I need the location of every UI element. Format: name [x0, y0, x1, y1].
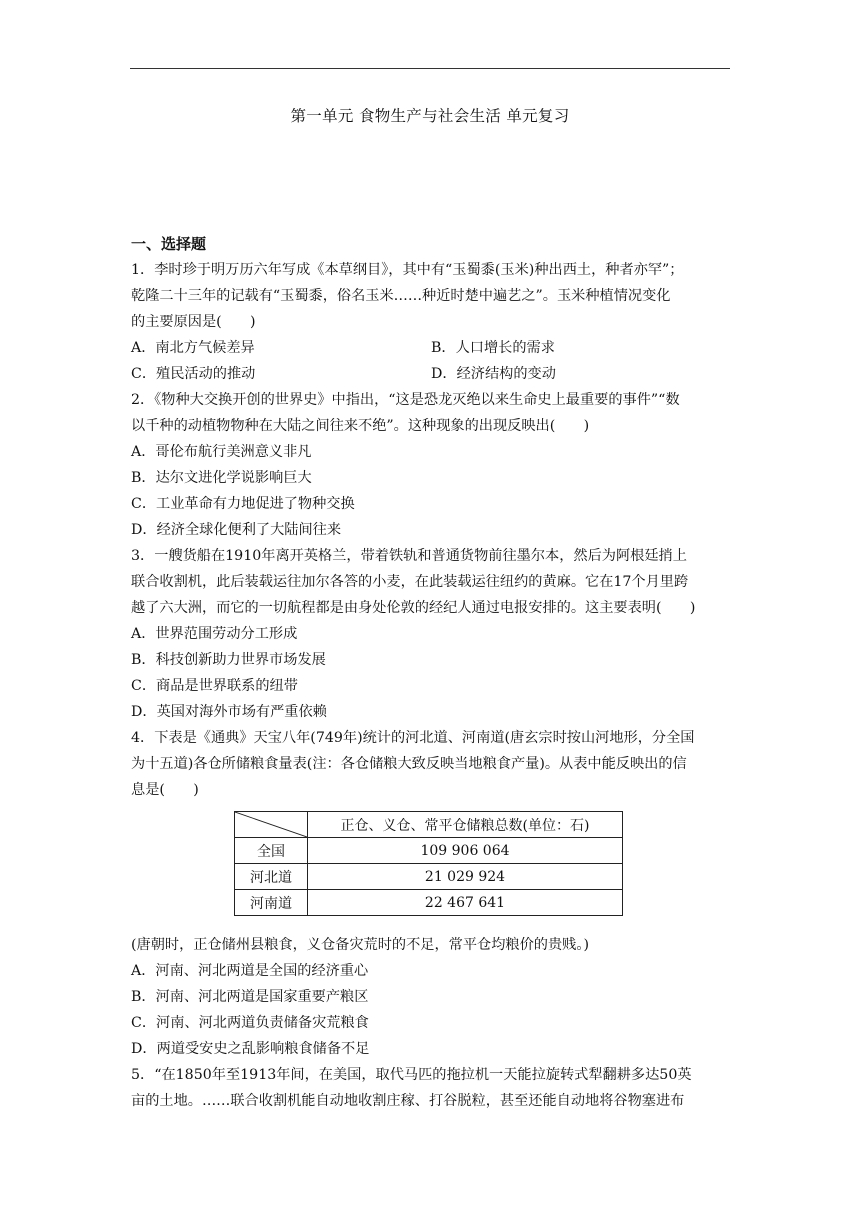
- question-line: 3．一艘货船在1910年离开英格兰，带着铁轨和普通货物前往墨尔本，然后为阿根廷捎上: [131, 548, 687, 564]
- question-line: 5．“在1850年至1913年间，在美国，取代马匹的拖拉机一天能拉旋转式犁翻耕多达50英: [131, 1067, 692, 1083]
- page-title: 第一单元 食物生产与社会生活 单元复习: [290, 107, 570, 125]
- question-line: 的主要原因是( ): [131, 314, 256, 330]
- option-a: A．河南、河北两道是全国的经济重心: [131, 963, 369, 979]
- question-line: 越了六大洲，而它的一切航程都是由身处伦敦的经纪人通过电报安排的。这主要表明( ): [131, 600, 696, 616]
- option-d: D．两道受安史之乱影响粮食储备不足: [131, 1041, 370, 1057]
- option-b: B．科技创新助力世界市场发展: [131, 652, 326, 668]
- question-line: 为十五道)各仓所储粮食量表(注：各仓储粮大致反映当地粮食产量)。从表中能反映出的信: [131, 756, 687, 772]
- question-4: [131, 725, 731, 1062]
- option-b: B．达尔文进化学说影响巨大: [131, 470, 312, 486]
- region-cell: 全国: [235, 838, 308, 864]
- table-column-header: 正仓、义仓、常平仓储粮总数(单位：石): [308, 812, 623, 838]
- value-cell: 21 029 924: [308, 864, 623, 890]
- table-header-row: [235, 812, 623, 838]
- header-rule: [130, 68, 730, 69]
- option-b: B．河南、河北两道是国家重要产粮区: [131, 989, 369, 1005]
- option-d: D．经济全球化便利了大陆间往来: [131, 522, 342, 538]
- section-heading: 一、选择题: [131, 235, 207, 253]
- option-a: A．世界范围劳动分工形成: [131, 626, 298, 642]
- question-5: [131, 1062, 731, 1114]
- document-body: [131, 231, 731, 1114]
- option-c: C．河南、河北两道负责储备灾荒粮食: [131, 1015, 369, 1031]
- option-b: B．人口增长的需求: [431, 340, 555, 356]
- option-c: C．商品是世界联系的纽带: [131, 678, 298, 694]
- option-d: D．英国对海外市场有严重依赖: [131, 704, 327, 720]
- diagonal-line: [235, 812, 307, 837]
- question-2: [131, 387, 731, 543]
- option-row: [131, 335, 731, 361]
- question-line: 息是( ): [131, 782, 199, 798]
- region-cell: 河南道: [235, 890, 308, 916]
- question-line: 亩的土地。……联合收割机能自动地收割庄稼、打谷脱粒，甚至还能自动地将谷物塞进布: [131, 1093, 685, 1109]
- question-1: [131, 257, 731, 387]
- question-line: 1．李时珍于明万历六年写成《本草纲目》，其中有“玉蜀黍(玉米)种出西土，种者亦罕”；: [131, 262, 684, 278]
- grain-storage-table: [234, 811, 623, 916]
- option-a: A．哥伦布航行美洲意义非凡: [131, 444, 312, 460]
- option-c: C．工业革命有力地促进了物种交换: [131, 496, 355, 512]
- option-d: D．经济结构的变动: [431, 366, 556, 382]
- option-row: [131, 361, 731, 387]
- question-line: 2．《物种大交换开创的世界史》中指出，“这是恐龙灭绝以来生命史上最重要的事件”“数: [131, 392, 680, 408]
- table-row: [235, 864, 623, 890]
- table-row: [235, 890, 623, 916]
- table-row: [235, 838, 623, 864]
- question-line: 4．下表是《通典》天宝八年(749年)统计的河北道、河南道(唐玄宗时按山河地形，分全国: [131, 730, 695, 746]
- value-cell: 109 906 064: [308, 838, 623, 864]
- table-note: (唐朝时，正仓储州县粮食，义仓备灾荒时的不足，常平仓均粮价的贵贱。): [131, 937, 589, 953]
- option-c: C．殖民活动的推动: [131, 366, 256, 382]
- question-line: 乾隆二十三年的记载有“玉蜀黍，俗名玉米……种近时楚中遍艺之”。玉米种植情况变化: [131, 288, 671, 304]
- region-cell: 河北道: [235, 864, 308, 890]
- option-a: A．南北方气候差异: [131, 340, 255, 356]
- question-3: [131, 543, 731, 725]
- question-line: 以千种的动植物物种在大陆之间往来不绝”。这种现象的出现反映出( ): [131, 418, 590, 434]
- value-cell: 22 467 641: [308, 890, 623, 916]
- diagonal-header-cell: [235, 812, 308, 838]
- question-line: 联合收割机，此后装载运往加尔各答的小麦，在此装载运往纽约的黄麻。它在17个月里跨: [131, 574, 689, 590]
